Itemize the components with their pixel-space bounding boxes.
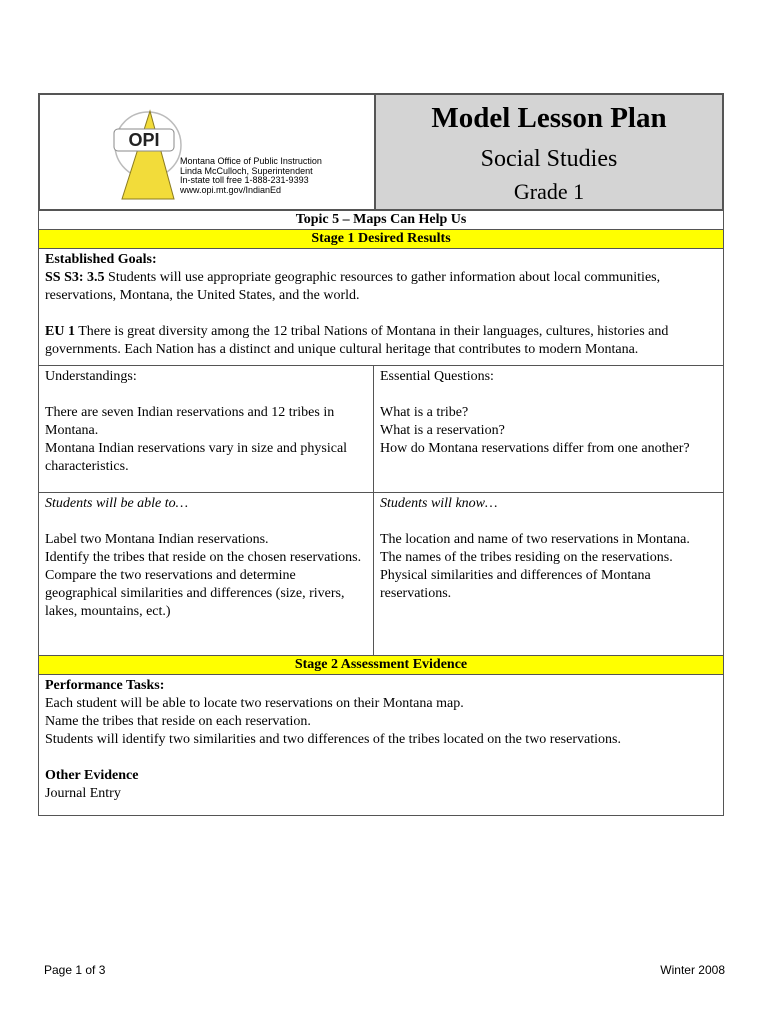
question-item: What is a reservation?: [380, 423, 505, 438]
footer-date: Winter 2008: [660, 963, 725, 977]
logo-line: Montana Office of Public Instruction: [180, 156, 322, 166]
task-item: Name the tribes that reside on each reservation.: [45, 714, 311, 729]
able-item: Compare the two reservations and determine geographical similarities and differences (size, rivers, lakes, mountains, ect.): [45, 568, 345, 619]
goal-text: Students will use appropriate geographic resources to gather information about local communities, reservations, Montana, the United States, and the world.: [45, 270, 661, 303]
grade: Grade 1: [513, 179, 585, 204]
able-item: Identify the tribes that reside on the chosen reservations.: [45, 550, 362, 565]
logo-contact: [180, 157, 322, 195]
goal-text: There is great diversity among the 12 tribal Nations of Montana in their languages, cultures, histories and governments. Each Nation has a distinct and unique cultural heritage that contributes to modern Montana.: [45, 324, 669, 357]
stage1-heading: Stage 1 Desired Results: [39, 230, 723, 249]
question-item: How do Montana reservations differ from one another?: [380, 441, 690, 456]
know-cell: [374, 493, 723, 655]
questions-cell: [374, 366, 723, 492]
goal-eu: [45, 323, 717, 359]
logo-mark: OPI: [128, 130, 160, 150]
other-evidence-item: Journal Entry: [45, 786, 121, 801]
question-item: What is a tribe?: [380, 405, 469, 420]
logo-line: Linda McCulloch, Superintendent: [180, 165, 313, 176]
page-number: Page 1 of 3: [44, 963, 106, 977]
goal-ss: [45, 269, 717, 305]
plan-table: [38, 211, 724, 816]
understandings-label: Understandings:: [45, 369, 137, 384]
task-item: Each student will be able to locate two reservations on their Montana map.: [45, 696, 464, 711]
questions-label: Essential Questions:: [380, 369, 494, 384]
understanding-item: There are seven Indian reservations and 12 tribes in Montana.: [45, 405, 335, 438]
page-title: Model Lesson Plan: [431, 102, 667, 134]
other-evidence-heading: Other Evidence: [45, 768, 139, 783]
understanding-item: Montana Indian reservations vary in size and physical characteristics.: [45, 441, 348, 474]
goals-heading: Established Goals:: [45, 252, 157, 267]
established-goals: [39, 249, 723, 366]
tasks-heading: Performance Tasks:: [45, 678, 165, 693]
title-box: [374, 95, 722, 209]
task-item: Students will identify two similarities and two differences of the tribes located on the two reservations.: [45, 732, 621, 747]
goal-code: EU 1: [45, 324, 75, 339]
lesson-plan-page: [38, 93, 724, 816]
able-item: Label two Montana Indian reservations.: [45, 532, 269, 547]
able-label: Students will be able to…: [45, 496, 189, 511]
know-item: The names of the tribes residing on the reservations.: [380, 550, 673, 565]
know-item: Physical similarities and differences of Montana reservations.: [380, 568, 651, 601]
opi-logo-area: [40, 95, 374, 209]
able-cell: [39, 493, 374, 655]
understandings-cell: [39, 366, 374, 492]
skills-row: [39, 493, 723, 656]
stage2-heading: Stage 2 Assessment Evidence: [39, 656, 723, 675]
subject: Social Studies: [480, 146, 618, 172]
logo-line: www.opi.mt.gov/IndianEd: [180, 184, 282, 195]
assessment-evidence: [39, 675, 723, 815]
logo-line: In-state toll free 1-888-231-9393: [180, 175, 309, 186]
topic-row: Topic 5 – Maps Can Help Us: [39, 211, 723, 230]
header: [38, 93, 724, 211]
understandings-row: [39, 366, 723, 493]
know-item: The location and name of two reservations in Montana.: [380, 532, 690, 547]
goal-code: SS S3: 3.5: [45, 270, 105, 285]
know-label: Students will know…: [380, 496, 498, 511]
